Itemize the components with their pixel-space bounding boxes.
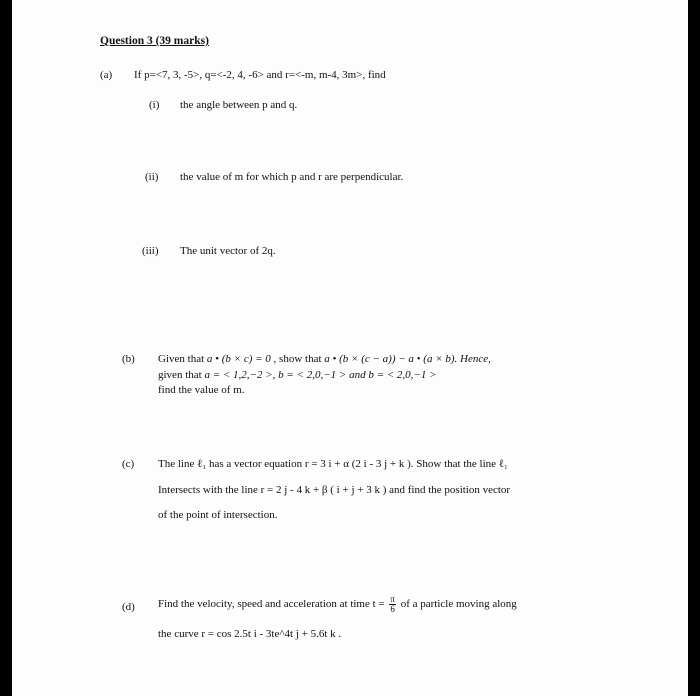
part-d-line2: the curve r = cos 2.5t i - 3te^4t j + 5.6t k .	[158, 628, 342, 640]
part-a-ii-number: (ii)	[145, 171, 159, 183]
part-b-given: Given that	[158, 353, 205, 365]
part-a-intro: If p=<7, 3, -5>, q=<-2, 4, -6> and r=<-m, m-4, 3m>, find	[134, 69, 386, 81]
part-b-line3: find the value of m.	[158, 384, 245, 396]
part-a-i-number: (i)	[149, 99, 160, 111]
part-a-iii-text: The unit vector of 2q.	[180, 245, 276, 257]
part-c-line1: The line ℓ₁ has a vector equation r = 3 i + α (2 i - 3 j + k ). Show that the line ℓ₁	[158, 458, 508, 470]
part-b-given-values: given that	[158, 369, 202, 381]
part-d-text-b: of a particle moving along	[400, 598, 517, 611]
fraction-numerator: π	[390, 594, 395, 604]
part-b-show-that: , show that	[273, 353, 322, 365]
part-b-vector-values: a = < 1,2,−2 >, b = < 2,0,−1 > and b = < 2,0,−1 >	[204, 369, 437, 381]
part-b-condition: a • (b × c) = 0	[206, 353, 271, 365]
question-title: Question 3 (39 marks)	[100, 35, 209, 47]
document-page	[12, 0, 688, 696]
part-a-iii-number: (iii)	[142, 245, 159, 257]
part-b-line1	[158, 352, 491, 366]
part-d-text-a: Find the velocity, speed and acceleration at time t =	[158, 598, 385, 611]
part-d-line1	[158, 595, 517, 614]
part-b-identity: a • (b × (c − a)) − a • (a × b). Hence,	[324, 353, 491, 365]
part-a-i-text: the angle between p and q.	[180, 99, 298, 111]
part-c-label: (c)	[122, 458, 135, 470]
part-a-ii-text: the value of m for which p and r are perpendicular.	[180, 171, 404, 183]
part-a-label: (a)	[100, 69, 113, 81]
part-c-line2: Intersects with the line r = 2 j - 4 k + β ( i + j + 3 k ) and find the position vector	[158, 484, 511, 496]
part-c-line3: of the point of intersection.	[158, 509, 278, 521]
part-d-label: (d)	[122, 601, 135, 613]
part-b-line2	[158, 368, 437, 382]
fraction-denominator: 6	[390, 604, 395, 614]
time-fraction	[389, 595, 396, 614]
part-b-label: (b)	[122, 353, 135, 365]
